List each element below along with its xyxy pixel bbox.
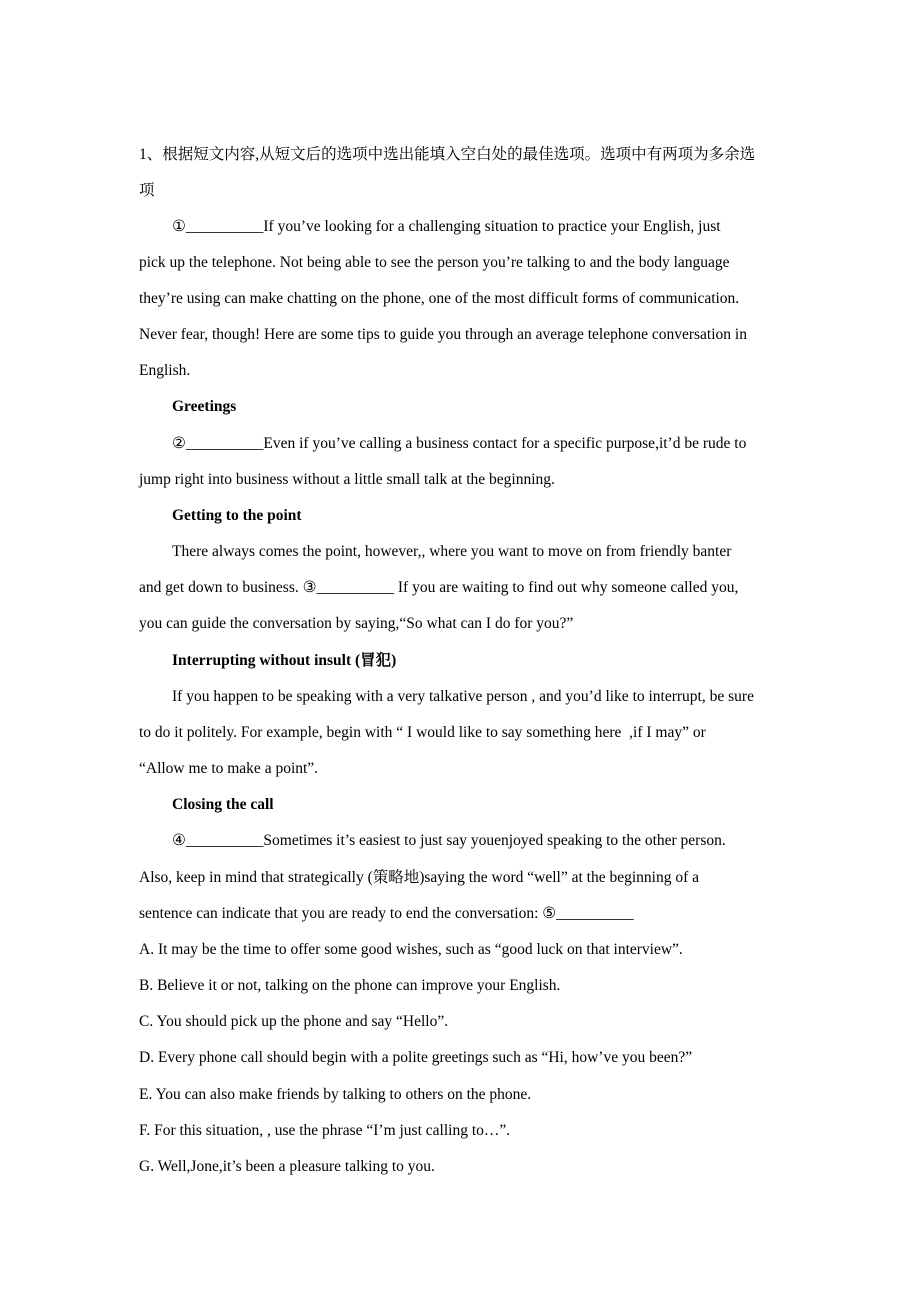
instruction-line-2: 项 (139, 182, 155, 199)
paragraph-2-line: ②__________Even if you’ve calling a business contact for a specific purpose,it’d be rude to (172, 435, 747, 452)
paragraph-4-line: to do it politely. For example, begin with “ I would like to say something here ,if I may” or (139, 724, 706, 741)
paragraph-2-line: jump right into business without a little small talk at the beginning. (139, 471, 555, 488)
paragraph-5-line: Also, keep in mind that strategically (策略地)saying the word “well” at the beginning of a (139, 869, 700, 886)
paragraph-1-line: English. (139, 362, 191, 379)
heading-closing-the-call: Closing the call (172, 796, 274, 813)
option-c: C. You should pick up the phone and say “Hello”. (139, 1013, 449, 1030)
heading-greetings: Greetings (172, 398, 237, 415)
heading-interrupting: Interrupting without insult (冒犯) (172, 652, 397, 669)
paragraph-3-line: There always comes the point, however,, where you want to move on from friendly banter (172, 543, 732, 560)
paragraph-1-line: ①__________If you’ve looking for a challenging situation to practice your English, just (172, 218, 721, 235)
paragraph-3-line: you can guide the conversation by saying,“So what can I do for you?” (139, 615, 574, 632)
paragraph-5-line: ④__________Sometimes it’s easiest to just say youenjoyed speaking to the other person. (172, 832, 726, 849)
paragraph-1-line: pick up the telephone. Not being able to see the person you’re talking to and the body language (139, 254, 730, 271)
option-g: G. Well,Jone,it’s been a pleasure talking to you. (139, 1158, 435, 1175)
option-e: E. You can also make friends by talking to others on the phone. (139, 1086, 532, 1103)
instruction-line-1: 1、根据短文内容,从短文后的选项中选出能填入空白处的最佳选项。选项中有两项为多余选 (139, 146, 756, 163)
heading-getting-to-the-point: Getting to the point (172, 507, 302, 524)
paragraph-3-line: and get down to business. ③__________ If you are waiting to find out why someone called you, (139, 579, 739, 596)
option-b: B. Believe it or not, talking on the phone can improve your English. (139, 977, 561, 994)
paragraph-4-line: If you happen to be speaking with a very talkative person , and you’d like to interrupt, be sure (172, 688, 754, 705)
option-f: F. For this situation, , use the phrase “I’m just calling to…”. (139, 1122, 511, 1139)
option-a: A. It may be the time to offer some good wishes, such as “good luck on that interview”. (139, 941, 683, 958)
paragraph-5-line: sentence can indicate that you are ready to end the conversation: ⑤__________ (139, 905, 634, 922)
paragraph-1-line: they’re using can make chatting on the phone, one of the most difficult forms of communication. (139, 290, 740, 307)
paragraph-1-line: Never fear, though! Here are some tips to guide you through an average telephone conversation in (139, 326, 747, 343)
option-d: D. Every phone call should begin with a polite greetings such as “Hi, how’ve you been?” (139, 1049, 693, 1066)
paragraph-4-line: “Allow me to make a point”. (139, 760, 319, 777)
